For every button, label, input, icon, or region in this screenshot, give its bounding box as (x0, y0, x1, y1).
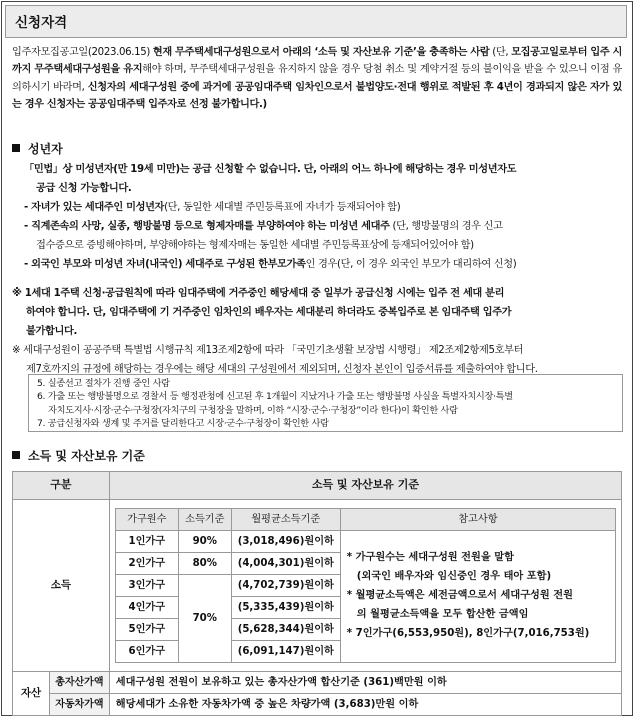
intro-paragraph (12, 44, 622, 113)
sub-header-ref: 참고사항 (340, 509, 615, 531)
note-1-line1 (12, 285, 610, 302)
sub-header-pct: 소득기준 (178, 509, 231, 531)
minor-item-2-title: - 직계존속의 사망, 실종, 행방불명 등으로 형제자매를 부양하여야 하는 미성년 세대주 (24, 221, 390, 232)
intro-main: 현재 무주택세대구성원으로서 아래의 ‘소득 및 자산보유 기준’을 충족하는 사람 (152, 47, 490, 58)
note-2-text2: 제7호까지의 규정에 해당하는 경우에는 해당 세대의 구성원에서 제외되며, 신청자 본인이 입증서류를 제출하여야 합니다. (26, 364, 538, 375)
intro-restriction: 신청자의 세대구성원 중에 과거에 공공임대주택 임차인으로서 불법양도·전대 행위로 적발된 후 4년이 경과되지 않은 자가 있는 경우 신청자는 공공임대주택 입주자로 선정 불가합니다.) (12, 81, 622, 111)
table-row-amount: (5,335,439)원이하 (231, 597, 340, 619)
vehicle-asset-label: 자동차가액 (49, 694, 109, 716)
vehicle-asset-value: 해당세대가 소유한 자동차가액 중 높은 차량가액 (3,683)만원 이하 (109, 694, 621, 716)
income-heading (12, 446, 145, 466)
exclusion-7: 7. 공급신청자와 생계 및 주거를 달리한다고 시장·군수·구청장이 확인한 사람 (37, 418, 329, 430)
note-1-line2 (26, 304, 624, 321)
exclusion-5: 5. 실종선고 절차가 진행 중인 사람 (37, 378, 170, 389)
income-label: 소득 (13, 500, 110, 672)
intro-paren: (단, (489, 47, 512, 58)
income-asset-table (12, 471, 622, 716)
table-row-pct: 90% (178, 531, 231, 553)
minor-item-2-cont (36, 237, 634, 254)
header-category: 구분 (13, 472, 110, 500)
table-row-amount: (5,628,344)원이하 (231, 619, 340, 641)
intro-keep: 모집공고일로부터 입주 시까지 무주택세대구성원을 유지 (12, 47, 623, 76)
table-row-amount: (4,702,739)원이하 (231, 575, 340, 597)
intro-date: 입주자모집공고일(2023.06.15) (12, 47, 153, 58)
sub-header-size: 가구원수 (115, 509, 178, 531)
minor-intro-line2 (36, 180, 634, 197)
exclusion-6b: 자치도지사·시장·군수·구청장(자치구의 구청장을 말하며, 이하 “시장·군수·구청장”이라 한다)이 확인한 사람 (48, 404, 458, 416)
exclusion-6a: 6. 가출 또는 행방불명으로 경찰서 등 행정관청에 신고된 후 1개월이 지났거나 가출 또는 행방불명 사실을 특별자치시장·특별 (37, 391, 513, 403)
ref-line: 의 월평균소득액을 모두 합산한 금액임 (356, 608, 529, 620)
note-2-line1 (12, 342, 610, 359)
table-row-size: 5인가구 (115, 619, 178, 641)
table-row-size: 4인가구 (115, 597, 178, 619)
reference-notes (340, 531, 615, 663)
table-row-size: 3인가구 (115, 575, 178, 597)
minor-item-1-note: (단, 동일한 세대별 주민등록표에 자녀가 등재되어야 함) (164, 202, 401, 213)
asset-label: 자산 (13, 672, 50, 716)
section-title: 신청자격 (15, 15, 68, 31)
minor-item-3-title: - 외국인 부모와 미성년 자녀(내국인) 세대주로 구성된 한부모가족 (24, 259, 306, 270)
adult-heading-text: 성년자 (28, 142, 63, 156)
note-1-text1: ※ 1세대 1주택 신청·공급원칙에 따라 임대주택에 거주중인 해당세대 중 일부가 공급신청 시에는 입주 전 세대 분리 (12, 288, 505, 299)
intro-warning: 해야 하며, 무주택세대구성원을 유지하지 않을 경우 당첨 취소 및 계약거절 등의 불이익을 받을 수 있으니 이점 유의하시기 바라며, (12, 64, 623, 93)
note-2-text1: ※ 세대구성원이 공공주택 특별법 시행규칙 제13조제2항에 따라 「국민기초생활 보장법 시행령」 제2조제2항제5호부터 (12, 345, 524, 356)
ref-line: * 7인가구(6,553,950원), 8인가구(7,016,753원) (346, 627, 590, 639)
minor-intro-text2: 공급 신청 가능합니다. (36, 183, 132, 194)
minor-item-1-title: - 자녀가 있는 세대주인 미성년자 (24, 202, 165, 213)
ref-line: * 월평균소득액은 세전금액으로서 세대구성원 전원 (346, 590, 573, 602)
table-row-amount: (4,004,301)원이하 (231, 553, 340, 575)
total-asset-value: 세대구성원 전원이 보유하고 있는 총자산가액 합산기준 (361)백만원 이하 (109, 672, 621, 694)
minor-item-2-note: (단, 행방불명의 경우 신고 (389, 221, 503, 232)
income-heading-text: 소득 및 자산보유 기준 (28, 449, 145, 463)
table-row-size: 1인가구 (115, 531, 178, 553)
minor-item-2-cont-text: 접수증으로 증빙해야하며, 부양해야하는 형제자매는 동일한 세대별 주민등록표상에 등재되어있어야 함) (36, 240, 474, 251)
note-1-text3: 불가합니다. (26, 326, 77, 337)
note-1-line3 (26, 323, 624, 340)
ref-line: * 가구원수는 세대구성원 전원을 말함 (346, 552, 514, 564)
table-row-amount: (3,018,496)원이하 (231, 531, 340, 553)
note-1-text2: 하여야 합니다. 단, 임대주택에 기 거주중인 임차인의 배우자는 세대분리 하더라도 중복입주로 본 임대주택 입주가 (26, 307, 512, 318)
income-cell (109, 500, 621, 672)
section-title-box (5, 5, 627, 38)
table-row-size: 2인가구 (115, 553, 178, 575)
table-row-pct: 80% (178, 553, 231, 575)
minor-item-1 (24, 199, 622, 216)
minor-item-3 (24, 256, 622, 273)
square-bullet-icon (12, 144, 20, 152)
ref-line: (외국인 배우자와 임신중인 경우 태아 포함) (356, 571, 552, 583)
income-subtable (115, 508, 616, 663)
table-row-pct-merged: 70% (178, 575, 231, 663)
adult-heading (12, 139, 63, 159)
minor-intro-text1: 「민법」상 미성년자(만 19세 미만)는 공급 신청할 수 없습니다. 단, 아래의 어느 하나에 해당하는 경우 미성년자도 (24, 164, 517, 175)
table-row-size: 6인가구 (115, 641, 178, 663)
minor-item-3-note: 인 경우(단, 이 경우 외국인 부모가 대리하여 신청) (305, 259, 517, 270)
table-row-amount: (6,091,147)원이하 (231, 641, 340, 663)
minor-intro-line1 (24, 161, 622, 178)
minor-item-2 (24, 218, 622, 235)
exclusion-box (28, 374, 623, 432)
total-asset-label: 총자산가액 (49, 672, 109, 694)
header-standard: 소득 및 자산보유 기준 (109, 472, 621, 500)
sub-header-amount: 월평균소득기준 (231, 509, 340, 531)
square-bullet-icon (12, 451, 20, 459)
